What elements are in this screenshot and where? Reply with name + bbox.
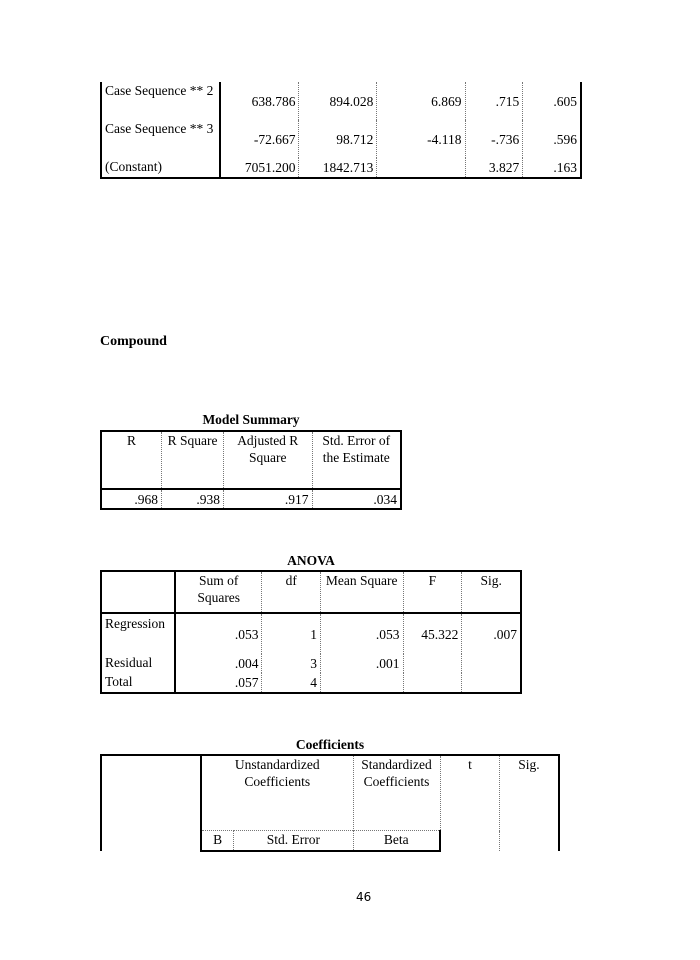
- cell-f: 45.322: [403, 613, 462, 654]
- cell-b: 638.786: [220, 82, 298, 120]
- cell-se: 98.712: [299, 120, 377, 158]
- table-row: [101, 82, 581, 120]
- cell-b: 7051.200: [220, 158, 298, 178]
- coefficients-table: [100, 754, 560, 852]
- cell-ss: .004: [175, 654, 262, 673]
- cell-sig: [462, 673, 521, 693]
- header-adjusted-r-square: Adjusted R Square: [224, 431, 312, 489]
- cell-ms: [320, 673, 403, 693]
- cell-df: 1: [262, 613, 321, 654]
- cell-ms: .001: [320, 654, 403, 673]
- header-df: df: [262, 571, 321, 613]
- row-label: Case Sequence ** 2: [101, 82, 220, 120]
- coefficients-continuation-table: [100, 82, 582, 179]
- table-row: [101, 613, 521, 654]
- table-header-row: [101, 571, 521, 613]
- table-row: [101, 120, 581, 158]
- cell-sig: .605: [553, 93, 577, 109]
- cell-f: [403, 673, 462, 693]
- table-row: [101, 489, 401, 509]
- row-label: Residual: [101, 654, 175, 673]
- cell-adjusted-r-square: .917: [224, 489, 312, 509]
- cell-df: 3: [262, 654, 321, 673]
- cell-sig: .163: [553, 160, 577, 175]
- row-label: Total: [101, 673, 175, 693]
- cell-se: 1842.713: [299, 158, 377, 178]
- header-sig: Sig.: [462, 571, 521, 613]
- cell-beta: [377, 158, 465, 178]
- table-header-row: [101, 755, 559, 831]
- header-mean-square: Mean Square: [320, 571, 403, 613]
- coefficients-title: Coefficients: [295, 737, 365, 752]
- page-number: 46: [356, 890, 372, 904]
- row-label: Regression: [101, 613, 175, 654]
- header-sum-of-squares: Sum of Squares: [175, 571, 262, 613]
- header-std-error: Std. Error of the Estimate: [312, 431, 401, 489]
- header-empty: [101, 755, 201, 851]
- cell-r-square: .938: [162, 489, 224, 509]
- anova-table: [100, 570, 522, 694]
- cell-ms: .053: [320, 613, 403, 654]
- cell-t: -.736: [465, 120, 523, 158]
- table-row: [101, 673, 521, 693]
- anova-title: ANOVA: [287, 553, 335, 568]
- cell-se: 894.028: [299, 82, 377, 120]
- cell-b: -72.667: [220, 120, 298, 158]
- section-heading: Compound: [100, 334, 167, 349]
- header-standardized: Standardized Coefficients: [353, 755, 440, 831]
- header-t: t: [440, 755, 500, 851]
- cell-beta: 6.869: [377, 82, 465, 120]
- cell-t: 3.827: [465, 158, 523, 178]
- model-summary-table: [100, 430, 402, 510]
- table-row: [101, 158, 581, 178]
- cell-r: .968: [101, 489, 162, 509]
- header-b: B: [201, 831, 234, 852]
- header-std-error: Std. Error: [234, 831, 353, 852]
- header-unstandardized: Unstandardized Coefficients: [201, 755, 353, 831]
- table-row: [101, 654, 521, 673]
- cell-sig: .007: [493, 626, 517, 642]
- header-r: R: [101, 431, 162, 489]
- model-summary-title: Model Summary: [202, 412, 300, 427]
- cell-sig: [462, 654, 521, 673]
- header-empty: [101, 571, 175, 613]
- cell-t: .715: [465, 82, 523, 120]
- header-f: F: [403, 571, 462, 613]
- header-beta: Beta: [353, 831, 440, 852]
- table-header-row: [101, 431, 401, 489]
- cell-ss: .057: [175, 673, 262, 693]
- cell-beta: -4.118: [377, 120, 465, 158]
- cell-df: 4: [262, 673, 321, 693]
- cell-ss: .053: [175, 613, 262, 654]
- header-r-square: R Square: [162, 431, 224, 489]
- header-sig: Sig.: [518, 757, 540, 772]
- row-label: (Constant): [101, 158, 220, 178]
- cell-f: [403, 654, 462, 673]
- cell-std-error: .034: [373, 491, 397, 507]
- row-label: Case Sequence ** 3: [101, 120, 220, 158]
- cell-sig: .596: [553, 131, 577, 147]
